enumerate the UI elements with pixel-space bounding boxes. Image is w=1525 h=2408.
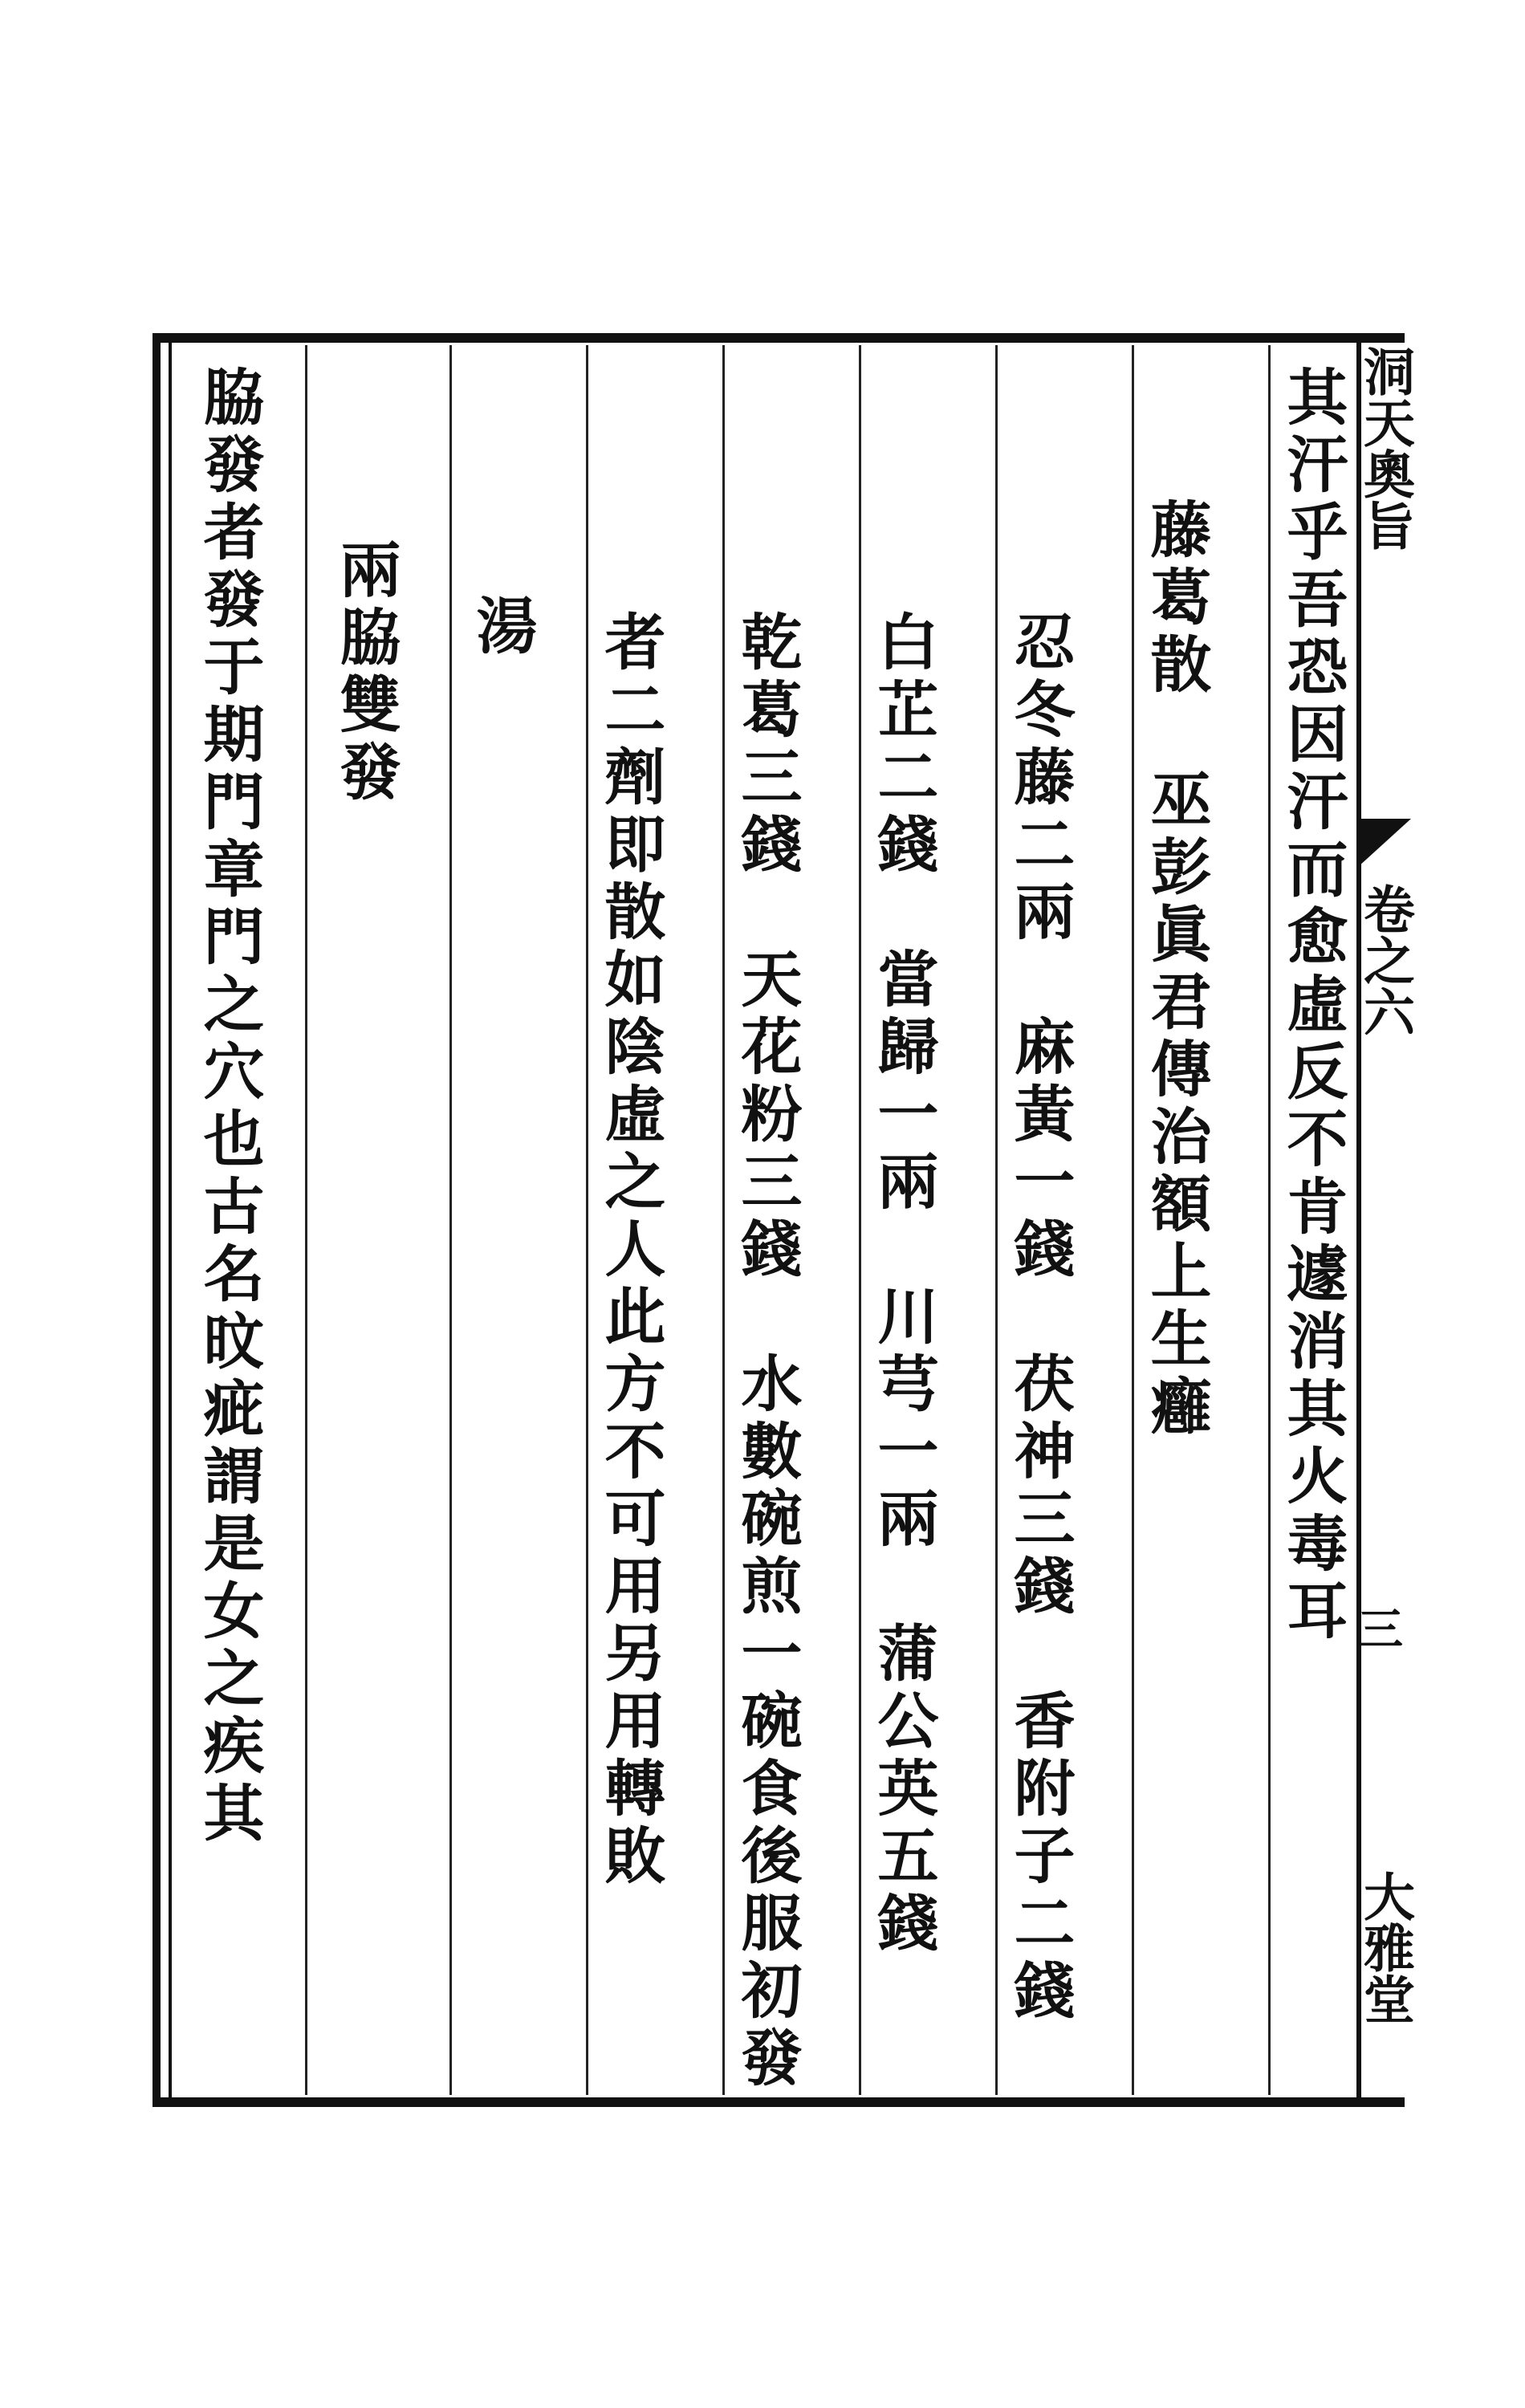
text-column-3: 忍冬藤二兩 麻黃一錢 茯神三錢 香附子二錢 xyxy=(1004,610,1076,2026)
volume-label: 卷之六 xyxy=(1355,883,1415,1037)
book-title: 洞天奧旨 xyxy=(1355,345,1415,551)
text-column-9: 脇發者發于期門章門之穴也古名旼疵謂是女之疾其 xyxy=(193,365,265,1849)
banner-column xyxy=(1351,333,1413,2107)
column-rule xyxy=(859,345,861,2095)
text-column-8: 兩脇雙發 xyxy=(330,538,401,807)
text-column-4: 白芷二錢 當歸一兩 川芎一兩 蒲公英五錢 xyxy=(868,610,939,1959)
column-rule xyxy=(1268,345,1271,2095)
column-rule xyxy=(305,345,307,2095)
column-rule xyxy=(586,345,588,2095)
column-rule xyxy=(449,345,452,2095)
column-rule xyxy=(722,345,725,2095)
text-column-7: 湯 xyxy=(466,594,538,661)
inner-border-rule xyxy=(169,341,172,2099)
text-column-5: 乾葛三錢 天花粉三錢 水數碗煎一碗食後服初發 xyxy=(731,610,803,2093)
column-rule xyxy=(1132,345,1134,2095)
page-number: 三 xyxy=(1351,1605,1404,1650)
text-column-6: 者二劑即散如陰虛之人此方不可用另用轉敗 xyxy=(595,610,666,1891)
text-column-2: 藤葛散 巫彭眞君傳治額上生癰 xyxy=(1141,498,1212,1442)
column-rule xyxy=(995,345,998,2095)
text-column-1: 其汗乎吾恐因汗而愈虛反不肯遽消其火毒耳 xyxy=(1277,365,1348,1646)
fishtail-mark-icon xyxy=(1358,819,1411,867)
publisher-hall: 大雅堂 xyxy=(1355,1870,1415,2024)
